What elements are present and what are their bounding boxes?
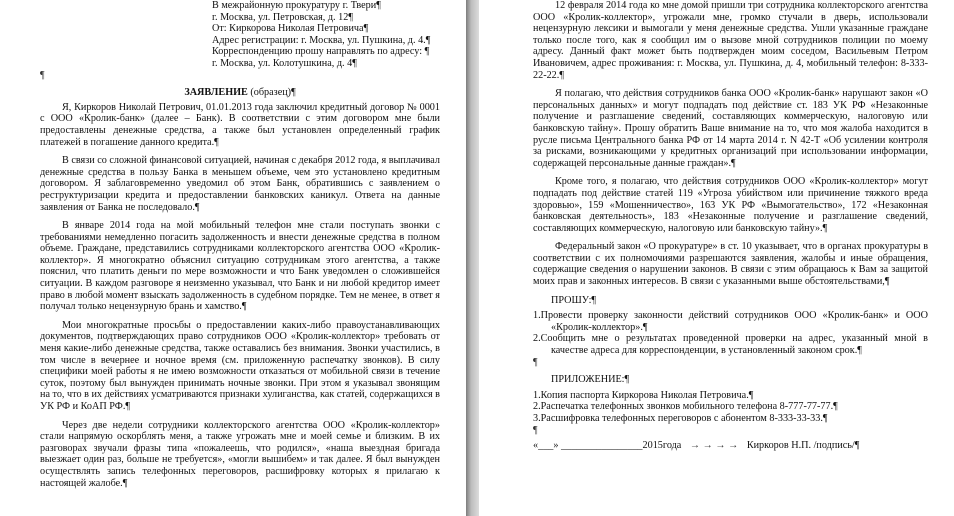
document-page-right xyxy=(479,0,954,516)
page-gap xyxy=(466,0,479,516)
body-paragraph: Я полагаю, что действия сотрудников банка ООО «Кролик-банк» нарушают закон «О персональных данных» и могут подпадать под действие ст. 183 УК РФ «Незаконные получение и разглашение сведений, составляющих коммерческую, налоговую или банковскую тайну». Прошу обратить Ваше внимание на то, что моя жалоба находится в русле письма Центрального банка РФ от 14 марта 2014 г. N 42-Т «Об усилении контроля за рисками, возникающими у кредитных организаций при использовании информации, содержащей персональные данные граждан».¶ xyxy=(533,88,928,169)
attachment-item: 2.Распечатка телефонных звонков мобильного телефона 8-777-77-77.¶ xyxy=(533,401,838,413)
body-paragraph: Кроме того, я полагаю, что действия сотрудников ООО «Кролик-коллектор» могут подпадать под действие статей 119 «Угроза убийством или причинение тяжкого вреда здоровью», 159 «Мошенничество», 163 УК РФ «Вымогательство», 172 «Незаконная банковская деятельность», 183 «Незаконные получение и разглашение сведений, составляющих коммерческую, налоговую или банковскую тайну».¶ xyxy=(533,176,928,234)
address-line: От: Киркорова Николая Петровича¶ xyxy=(212,23,369,35)
body-paragraph: Я, Киркоров Николай Петрович, 01.01.2013 года заключил кредитный договор № 0001 с ООО «Кролик-банк» (далее – Банк). В соответствии с этим договором мне были предоставлены денежные средства, а также был установлен определенный график платежей в погашение данного кредита.¶ xyxy=(40,101,440,148)
signature-line xyxy=(533,440,928,452)
signature-date: ________________2015года xyxy=(561,440,682,452)
request-heading: ПРОШУ:¶ xyxy=(551,294,597,306)
body-paragraph: Федеральный закон «О прокуратуре» в ст. 10 указывает, что в органах прокуратуры в соответствии с их полномочиями разрешаются заявления, жалобы и иные обращения, содержащие сведения о нарушении законов. В связи с этим обращаюсь к Вам за защитой моих прав и законных интересов. В связи с указанными выше обстоятельствами,¶ xyxy=(533,241,928,288)
attachment-item: 3.Расшифровка телефонных переговоров с абонентом 8-333-33-33.¶ xyxy=(533,413,828,424)
address-line: Корреспонденцию прошу направлять по адресу: ¶ xyxy=(212,46,430,58)
paragraph-mark: ¶ xyxy=(40,69,45,81)
document-title xyxy=(40,87,440,99)
paragraph-mark: ¶ xyxy=(533,356,538,368)
paragraph-mark: ¶ xyxy=(533,424,538,436)
address-line: Адрес регистрации: г. Москва, ул. Пушкина, д. 4.¶ xyxy=(212,34,431,46)
tab-arrows: → → → → xyxy=(689,440,739,452)
body-paragraph: В связи со сложной финансовой ситуацией, начиная с декабря 2012 года, я выплачивал денежные средства в пользу Банка в меньшем объеме, чем это установлено кредитным договором. Я заблаговременно уведомил об этом Банк, обратившись с заявлением о реструктуризации кредита и предоставлении банковских каникул. Ответа на данные заявления от Банка не последовало.¶ xyxy=(40,155,440,213)
title-text: ЗАЯВЛЕНИЕ xyxy=(184,87,248,99)
document-page-left xyxy=(0,0,466,516)
title-subtitle: (образец)¶ xyxy=(250,87,296,99)
body-paragraph: Через две недели сотрудники коллекторского агентства ООО «Кролик-коллектор» стали напрямую оскорблять меня, а также угрожать мне и моей семье и близким. В их разговорах звучали фразы типа «пожалеешь, что родился», «наша выездная бригада выезжает один раз, больше не требуется», «могли вышибем» и так далее. Я был вынужден осуществлять запись телефонных переговоров, расшифровку которых я прилагаю к настоящей жалобе.¶ xyxy=(40,419,440,489)
signature-name: Киркоров Н.П. /подпись/¶ xyxy=(746,440,860,452)
recipient-address-block xyxy=(40,0,440,70)
body-paragraph: В январе 2014 года на мой мобильный телефон мне стали поступать звонки с требованиями немедленно погасить задолженность и внести денежные средства в полном объеме. Граждане, представились сотрудниками коллекторского агентства ООО «Кролик-коллектор». Я многократно объяснил ситуацию сотрудникам этого агентства, а также пояснил, что платить деньги по мере возможности и что Банк уведомлен о сложившейся ситуации. В каждом разговоре я неизменно указывал, что Банк и ни любой кредитор имеет право в любой момент взыскать задолженность в судебном порядке. Тем не менее, в ответ я получал только нецензурную брань и хамство.¶ xyxy=(40,220,440,313)
request-item: 1.Провести проверку законности действий сотрудников ООО «Кролик-банк» и ООО «Кролик-коллектор».¶ xyxy=(533,310,928,333)
address-line: г. Москва, ул. Петровская, д. 12¶ xyxy=(212,11,353,23)
signature-day: «___» xyxy=(533,440,559,452)
address-line: г. Москва, ул. Колотушкина, д. 4¶ xyxy=(212,57,357,69)
body-paragraph: Мои многократные просьбы о предоставлении каких-либо правоустанавливающих документов, подтверждающих право сотрудников ООО «Кролик-коллектор» требовать от меня какие-либо денежные средства, также оставались без внимания. Звонки участились, в том числе в вечернее и ночное время (см. приложенную распечатку звонков). В силу специфики моей работы я не имею возможности отказаться от мобильной связи в течение суток, поэтому был вынужден принимать ночные звонки. При этом я указывал звонящим на то, что в их действиях усматриваются признаки хулиганства, как статей, содержащихся в УК РФ и КоАП РФ.¶ xyxy=(40,319,440,412)
body-paragraph: 12 февраля 2014 года ко мне домой пришли три сотрудника коллекторского агентства ООО «Кролик-коллектор», угрожали мне, громко стучали в дверь, использовали нецензурную лексики и вымогали у меня денежные средства. Ушли указанные граждане только после того, как я сообщил им о вызове мной сотрудников полиции по моему адресу. Данный факт может быть подтвержден моим соседом, Васильевым Петром Ивановичем, адрес проживания: г. Москва, ул. Пушкина, д. 4, мобильный телефон: 8-333-22-22.¶ xyxy=(533,0,928,81)
attachments-heading: ПРИЛОЖЕНИЕ:¶ xyxy=(551,374,630,386)
attachment-item: 1.Копия паспорта Киркорова Николая Петровича.¶ xyxy=(533,389,754,401)
address-line: В межрайонную прокуратуру г. Твери¶ xyxy=(212,0,381,11)
request-item: 2.Сообщить мне о результатах проведенной проверки на адрес, указанный мной в качестве адреса для корреспонденции, в установленный законом срок.¶ xyxy=(533,333,928,357)
